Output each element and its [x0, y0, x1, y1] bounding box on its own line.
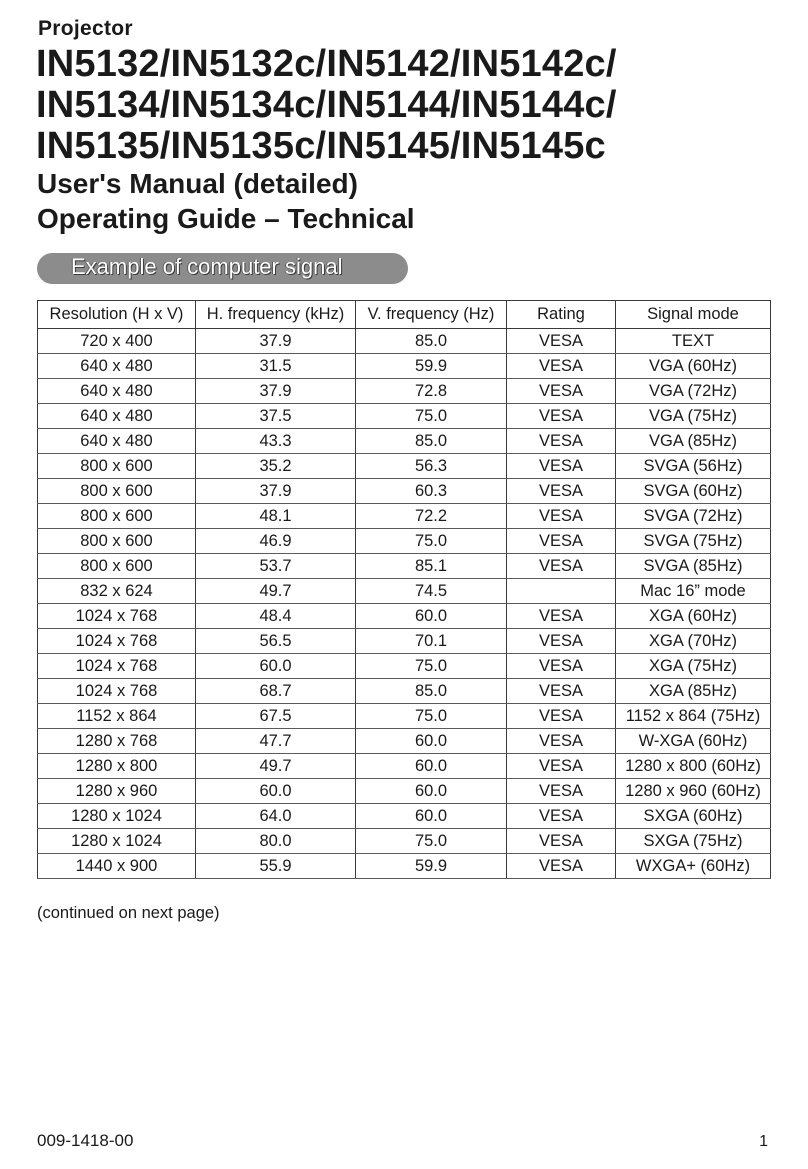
- table-body: [38, 329, 771, 879]
- table-cell: VESA: [507, 379, 616, 404]
- table-cell: 1280 x 768: [38, 729, 196, 754]
- table-row: [38, 679, 771, 704]
- table-cell: WXGA+ (60Hz): [616, 854, 771, 879]
- table-cell: 60.0: [356, 604, 507, 629]
- table-cell: 1280 x 800: [38, 754, 196, 779]
- column-header: Rating: [507, 301, 616, 329]
- table-cell: VESA: [507, 329, 616, 354]
- table-cell: 68.7: [196, 679, 356, 704]
- table-cell: VESA: [507, 804, 616, 829]
- table-cell: 800 x 600: [38, 454, 196, 479]
- table-cell: VESA: [507, 704, 616, 729]
- table-cell: 1152 x 864 (75Hz): [616, 704, 771, 729]
- table-cell: VESA: [507, 829, 616, 854]
- table-row: [38, 454, 771, 479]
- table-cell: 47.7: [196, 729, 356, 754]
- table-row: [38, 579, 771, 604]
- table-header-row: [38, 301, 771, 329]
- table-row: [38, 854, 771, 879]
- table-cell: SVGA (60Hz): [616, 479, 771, 504]
- table-cell: 1280 x 960 (60Hz): [616, 779, 771, 804]
- model-list: [36, 44, 617, 167]
- table-cell: 31.5: [196, 354, 356, 379]
- model-line: IN5132/IN5132c/IN5142/IN5142c/: [36, 43, 617, 85]
- table-row: [38, 479, 771, 504]
- table-cell: 49.7: [196, 579, 356, 604]
- table-row: [38, 779, 771, 804]
- table-cell: 46.9: [196, 529, 356, 554]
- model-line: IN5135/IN5135c/IN5145/IN5145c: [36, 125, 606, 167]
- table-cell: 37.9: [196, 479, 356, 504]
- table-cell: VESA: [507, 779, 616, 804]
- table-cell: 1024 x 768: [38, 679, 196, 704]
- table-cell: 800 x 600: [38, 529, 196, 554]
- table-cell: 60.0: [356, 754, 507, 779]
- table-row: [38, 354, 771, 379]
- table-row: [38, 654, 771, 679]
- table-row: [38, 554, 771, 579]
- guide-title: Operating Guide – Technical: [37, 203, 415, 234]
- table-cell: 1024 x 768: [38, 654, 196, 679]
- table-cell: 64.0: [196, 804, 356, 829]
- table-cell: 37.9: [196, 329, 356, 354]
- table-row: [38, 329, 771, 354]
- table-row: [38, 829, 771, 854]
- table-cell: 1280 x 800 (60Hz): [616, 754, 771, 779]
- table-cell: 67.5: [196, 704, 356, 729]
- document-number: 009-1418-00: [37, 1131, 134, 1150]
- table-cell: SXGA (60Hz): [616, 804, 771, 829]
- table-cell: SVGA (85Hz): [616, 554, 771, 579]
- table-cell: 1280 x 1024: [38, 829, 196, 854]
- table-cell: 85.1: [356, 554, 507, 579]
- table-cell: VESA: [507, 854, 616, 879]
- table-cell: 800 x 600: [38, 554, 196, 579]
- table-cell: 1024 x 768: [38, 604, 196, 629]
- column-header: Resolution (H x V): [38, 301, 196, 329]
- table-row: [38, 379, 771, 404]
- table-cell: 1440 x 900: [38, 854, 196, 879]
- table-cell: 1280 x 960: [38, 779, 196, 804]
- table-cell: 832 x 624: [38, 579, 196, 604]
- table-cell: VESA: [507, 354, 616, 379]
- table-cell: 72.2: [356, 504, 507, 529]
- table-cell: 1152 x 864: [38, 704, 196, 729]
- table-cell: 60.0: [196, 654, 356, 679]
- table-cell: VESA: [507, 754, 616, 779]
- table-cell: 60.0: [356, 729, 507, 754]
- table-cell: 56.3: [356, 454, 507, 479]
- model-line: IN5134/IN5134c/IN5144/IN5144c/: [36, 84, 617, 126]
- table-row: [38, 704, 771, 729]
- column-header: V. frequency (Hz): [356, 301, 507, 329]
- table-cell: 60.3: [356, 479, 507, 504]
- table-row: [38, 804, 771, 829]
- table-cell: 53.7: [196, 554, 356, 579]
- table-cell: VESA: [507, 429, 616, 454]
- table-cell: XGA (70Hz): [616, 629, 771, 654]
- table-cell: 35.2: [196, 454, 356, 479]
- computer-signal-table: [37, 300, 771, 879]
- table-cell: SVGA (75Hz): [616, 529, 771, 554]
- table-cell: 59.9: [356, 854, 507, 879]
- table-cell: XGA (85Hz): [616, 679, 771, 704]
- table-cell: 60.0: [356, 804, 507, 829]
- table-cell: VESA: [507, 604, 616, 629]
- section-heading-label: Example of computer signal: [71, 254, 343, 279]
- column-header: H. frequency (kHz): [196, 301, 356, 329]
- table-cell: XGA (75Hz): [616, 654, 771, 679]
- table-cell: 80.0: [196, 829, 356, 854]
- table-cell: VGA (72Hz): [616, 379, 771, 404]
- table-cell: SVGA (56Hz): [616, 454, 771, 479]
- table-cell: 800 x 600: [38, 504, 196, 529]
- table-cell: 72.8: [356, 379, 507, 404]
- table-cell: 59.9: [356, 354, 507, 379]
- table-cell: 75.0: [356, 404, 507, 429]
- table-row: [38, 604, 771, 629]
- table-row: [38, 529, 771, 554]
- column-header: Signal mode: [616, 301, 771, 329]
- table-cell: 640 x 480: [38, 404, 196, 429]
- table-cell: 48.4: [196, 604, 356, 629]
- table-cell: XGA (60Hz): [616, 604, 771, 629]
- table-cell: 48.1: [196, 504, 356, 529]
- table-cell: 37.5: [196, 404, 356, 429]
- table-cell: VESA: [507, 729, 616, 754]
- table-cell: SXGA (75Hz): [616, 829, 771, 854]
- table-cell: VGA (75Hz): [616, 404, 771, 429]
- table-cell: VESA: [507, 454, 616, 479]
- table-cell: 720 x 400: [38, 329, 196, 354]
- table-cell: 37.9: [196, 379, 356, 404]
- table-cell: 49.7: [196, 754, 356, 779]
- page-number: 1: [759, 1133, 768, 1150]
- table-cell: W-XGA (60Hz): [616, 729, 771, 754]
- table-cell: VGA (85Hz): [616, 429, 771, 454]
- table-cell: VESA: [507, 679, 616, 704]
- table-cell: 75.0: [356, 529, 507, 554]
- table-cell: 640 x 480: [38, 354, 196, 379]
- table-cell: 56.5: [196, 629, 356, 654]
- table-cell: 55.9: [196, 854, 356, 879]
- table-row: [38, 754, 771, 779]
- table-cell: 1280 x 1024: [38, 804, 196, 829]
- table-cell: 640 x 480: [38, 429, 196, 454]
- table-cell: TEXT: [616, 329, 771, 354]
- table-row: [38, 404, 771, 429]
- table-cell: VESA: [507, 654, 616, 679]
- table-cell: 85.0: [356, 429, 507, 454]
- table-cell: 75.0: [356, 654, 507, 679]
- table-cell: VESA: [507, 629, 616, 654]
- table-cell: 43.3: [196, 429, 356, 454]
- section-heading: [37, 253, 408, 284]
- table-cell: 75.0: [356, 704, 507, 729]
- table-cell: 640 x 480: [38, 379, 196, 404]
- table-cell: 85.0: [356, 679, 507, 704]
- table-cell: VESA: [507, 529, 616, 554]
- table-row: [38, 629, 771, 654]
- table-cell: 75.0: [356, 829, 507, 854]
- continued-note: (continued on next page): [37, 904, 220, 922]
- table-cell: VESA: [507, 479, 616, 504]
- manual-title: User's Manual (detailed): [37, 168, 358, 199]
- table-row: [38, 504, 771, 529]
- table-cell: 60.0: [196, 779, 356, 804]
- table-cell: 60.0: [356, 779, 507, 804]
- table-row: [38, 429, 771, 454]
- table-cell: VGA (60Hz): [616, 354, 771, 379]
- table-row: [38, 729, 771, 754]
- table-cell: Mac 16” mode: [616, 579, 771, 604]
- table-cell: 1024 x 768: [38, 629, 196, 654]
- table-cell: [507, 579, 616, 604]
- table-cell: SVGA (72Hz): [616, 504, 771, 529]
- table-cell: 85.0: [356, 329, 507, 354]
- table-cell: VESA: [507, 554, 616, 579]
- product-label: Projector: [38, 17, 133, 40]
- table-cell: 74.5: [356, 579, 507, 604]
- table-cell: 70.1: [356, 629, 507, 654]
- table-cell: VESA: [507, 404, 616, 429]
- table-cell: 800 x 600: [38, 479, 196, 504]
- table-cell: VESA: [507, 504, 616, 529]
